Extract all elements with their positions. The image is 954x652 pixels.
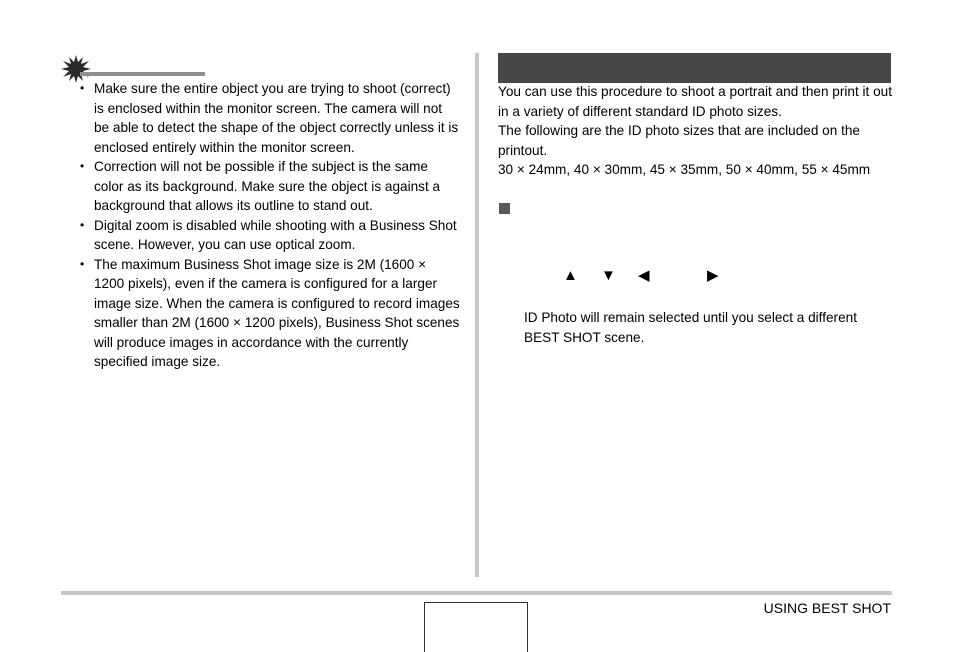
footer-rule (61, 591, 892, 595)
id-photo-sizes: 30 × 24mm, 40 × 30mm, 45 × 35mm, 50 × 40mm, 55 × 45mm (498, 162, 871, 177)
important-rule (80, 72, 205, 76)
id-photo-intro (498, 82, 898, 180)
left-arrow-icon: ◀ (638, 267, 650, 284)
section-header-bar (498, 53, 891, 83)
up-arrow-icon: ▲ (563, 267, 578, 284)
intro-paragraph: The following are the ID photo sizes that are included on the printout. (498, 123, 860, 158)
id-photo-note: ID Photo will remain selected until you select a different BEST SHOT scene. (524, 310, 857, 345)
right-arrow-icon: ▶ (707, 267, 719, 284)
direction-buttons-row (563, 266, 733, 286)
subheading-square-icon (499, 203, 510, 214)
intro-paragraph: You can use this procedure to shoot a portrait and then print it out in a variety of different standard ID photo sizes. (498, 84, 892, 119)
list-item: • Digital zoom is disabled while shooting with a Business Shot scene. However, you can use optical zoom. (80, 216, 460, 255)
footer-section-title: USING BEST SHOT (763, 600, 891, 616)
list-item: • The maximum Business Shot image size is 2M (1600 × 1200 pixels), even if the camera is configured for a larger image size. When the camera is configured to record images smaller than 2M (1600 × 1200 pixels), Business Shot scenes will produce images in accordance with the currently specified image size. (80, 255, 460, 372)
page-number-box (424, 602, 528, 652)
list-item: • Make sure the entire object you are trying to shoot (correct) is enclosed within the monitor screen. The camera will not be able to detect the shape of the object correctly unless it is enclosed entirely within the monitor screen. (80, 79, 460, 157)
down-arrow-icon: ▼ (601, 267, 616, 284)
important-notes-list (80, 79, 460, 372)
column-divider (475, 53, 479, 577)
list-item: • Correction will not be possible if the subject is the same color as its background. Make sure the object is against a background that allows its outline to stand out. (80, 157, 460, 216)
